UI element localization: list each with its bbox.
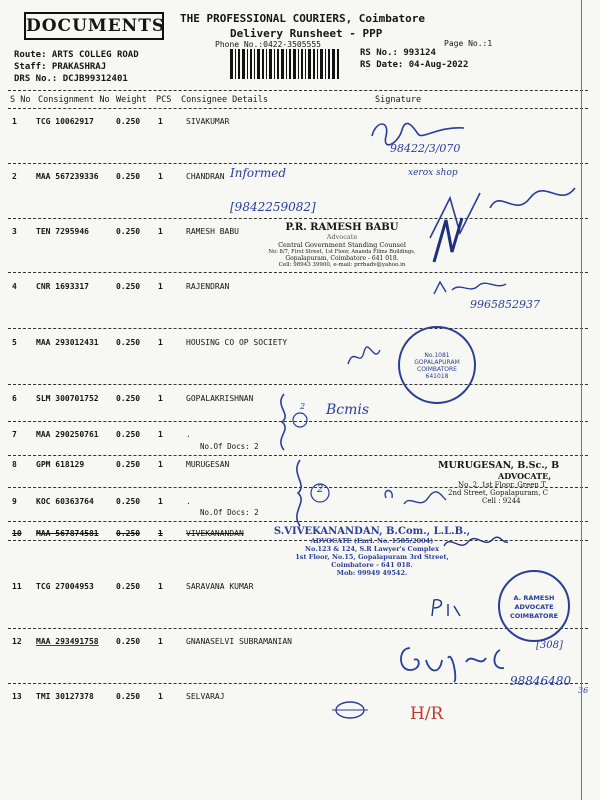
row-weight: 0.250 (116, 227, 141, 236)
advocate-stamp-ramesh-babu (252, 222, 432, 268)
row-pcs: 1 (158, 497, 163, 506)
row-consignment: TCG 27004953 (36, 582, 94, 591)
bracket-mark (270, 392, 400, 452)
stamp-line: Mob: 99949 49542. (336, 569, 408, 577)
no-of-docs: No.Of Docs: 2 (200, 508, 259, 517)
stamp-title: Advocate (326, 233, 358, 241)
drs-number: DRS No.: DCJB99312401 (14, 74, 128, 84)
stamp-line: No.123 & 124, S.R Lawyer's Complex (305, 545, 439, 553)
row-consignee: CHANDRAN (186, 172, 225, 181)
row-sno: 7 (12, 430, 17, 439)
row-sno: 3 (12, 227, 17, 236)
row-weight: 0.250 (116, 430, 141, 439)
stamp-line: Central Government Standing Counsel (278, 241, 406, 249)
society-round-stamp (398, 326, 476, 404)
row-sno: 12 (12, 637, 22, 646)
row-weight: 0.250 (116, 497, 141, 506)
divider (8, 272, 588, 273)
row-consignment: SLM 300701752 (36, 394, 99, 403)
divider (8, 455, 588, 456)
row-weight: 0.250 (116, 282, 141, 291)
row-pcs: 1 (158, 338, 163, 347)
rs-date: RS Date: 04-Aug-2022 (360, 60, 469, 70)
stamp-name: P.R. RAMESH BABU (285, 222, 399, 233)
row-sno: 5 (12, 338, 17, 347)
circle-mark-row13 (330, 698, 370, 722)
phone-number: Phone No.:0422-3505555 (215, 40, 321, 49)
row-consignee: VIVEKANANDAN (186, 529, 244, 538)
handwritten-note-row7: Bcmis (326, 402, 370, 418)
row-pcs: 1 (158, 117, 163, 126)
row-weight: 0.250 (116, 637, 141, 646)
handwritten-phone-row2: [9842259082] (230, 200, 316, 214)
row-pcs: 1 (158, 430, 163, 439)
handwritten-hr-note: H/R (410, 704, 444, 724)
bracket-mark (288, 458, 338, 528)
col-signature: Signature (375, 95, 422, 105)
handwritten-informed: Informed (230, 166, 287, 180)
documents-stamp: DOCUMENTS (24, 12, 164, 40)
col-weight: Weight (116, 95, 147, 105)
stamp-line: 1st Floor, No.15, Gopalapuram 3rd Street, (295, 553, 449, 561)
row-consignee: GOPALAKRISHNAN (186, 394, 254, 403)
row-consignee: . (186, 497, 191, 506)
stamp-line: Cell: 98943 39900, e-mail: prrbadv@yahoo.in (278, 262, 406, 268)
row-sno: 1 (12, 117, 17, 126)
circled-number: 2 (300, 402, 306, 411)
barcode (230, 49, 340, 79)
row-sno: 8 (12, 460, 17, 469)
stamp-name: S.VIVEKANANDAN, B.Com., L.L.B., (273, 526, 471, 537)
row-sno: 2 (12, 172, 17, 181)
row-sno: 9 (12, 497, 17, 506)
handwritten-box-note: [308] (536, 640, 563, 651)
row-sno: 10 (12, 529, 22, 538)
row-weight: 0.250 (116, 582, 141, 591)
stamp-name: MURUGESAN, B.Sc., B (438, 460, 560, 471)
row-consignment: GPM 618129 (36, 460, 85, 469)
row-pcs: 1 (158, 529, 163, 538)
signature-row8 (380, 484, 450, 514)
row-consignee: GNANASELVI SUBRAMANIAN (186, 637, 292, 646)
handwritten-phone-row12: 98846480 (510, 674, 572, 688)
row-consignee: . (186, 430, 191, 439)
divider (8, 163, 588, 164)
row-consignment: CNR 1693317 (36, 282, 89, 291)
row-weight: 0.250 (116, 692, 141, 701)
handwritten-shop-note: xerox shop (408, 168, 458, 178)
row-weight: 0.250 (116, 529, 141, 538)
row-consignment: TCG 10062917 (36, 117, 94, 126)
divider (8, 628, 588, 629)
row-pcs: 1 (158, 637, 163, 646)
row-consignee: RAMESH BABU (186, 227, 239, 236)
row-pcs: 1 (158, 282, 163, 291)
row-consignee: SELVARAJ (186, 692, 225, 701)
row-pcs: 1 (158, 692, 163, 701)
signature-row4 (430, 278, 510, 298)
signature-row10 (440, 532, 510, 554)
signature-row5 (344, 344, 384, 370)
row-sno: 6 (12, 394, 17, 403)
row-weight: 0.250 (116, 338, 141, 347)
row-pcs: 1 (158, 172, 163, 181)
stamp-line: No: 8/7, First Street, 1st Floor, Ananda Films Buildings, (268, 249, 416, 255)
row-sno: 4 (12, 282, 17, 291)
row-consignment: MAA 567874581 (36, 529, 99, 538)
row-weight: 0.250 (116, 460, 141, 469)
society-stamp-line: No.1081 (424, 352, 450, 359)
row-consignment: MAA 290250761 (36, 430, 99, 439)
stamp-line: Gopalapuram, Coimbatore - 641 018. (285, 255, 399, 262)
col-consignment: Consignment No (38, 95, 110, 105)
row-pcs: 1 (158, 582, 163, 591)
runsheet-title: Delivery Runsheet - PPP (230, 27, 383, 40)
row-sno: 11 (12, 582, 22, 591)
stamp-line: ADVOCATE (Enrl. No. 1585/2004) (310, 537, 434, 545)
divider (8, 328, 588, 329)
row-consignment: MAA 293491758 (36, 637, 99, 646)
page-edge (581, 0, 600, 800)
stamp-line: No. 2, 1st Floor, Green T (458, 481, 546, 489)
row-consignment: TEN 7295946 (36, 227, 89, 236)
handwritten-phone-row1: 98422/3/070 (390, 142, 461, 155)
row-consignment: TMI 30127378 (36, 692, 94, 701)
row-pcs: 1 (158, 394, 163, 403)
route: Route: ARTS COLLEG ROAD (14, 50, 139, 60)
col-consignee: Consignee Details (181, 95, 268, 105)
signature-row3 (428, 212, 468, 268)
row-weight: 0.250 (116, 117, 141, 126)
row-consignee: MURUGESAN (186, 460, 230, 469)
row-pcs: 1 (158, 460, 163, 469)
rs-number: RS No.: 993124 (360, 48, 436, 58)
row-consignment: MAA 293012431 (36, 338, 99, 347)
divider (8, 90, 588, 91)
stamp-title: ADVOCATE, (498, 471, 552, 481)
row-weight: 0.250 (116, 172, 141, 181)
society-stamp-line: GOPALAPURAM (414, 359, 460, 366)
col-pcs: PCS (156, 95, 172, 105)
row-consignment: MAA 567239336 (36, 172, 99, 181)
stamp-line: 2nd Street, Gopalapuram, C (448, 489, 548, 497)
company-name: THE PROFESSIONAL COURIERS, Coimbatore (180, 12, 426, 25)
row-weight: 0.250 (116, 394, 141, 403)
advocate-stamp-murugesan (438, 460, 580, 505)
row-consignee: SIVAKUMAR (186, 117, 230, 126)
handwritten-phone-row12-suffix: 36 (578, 686, 589, 695)
stamp-line: Coimbatore - 641 018. (331, 561, 413, 569)
page-number: Page No.:1 (444, 39, 493, 48)
divider (8, 384, 588, 385)
divider (8, 108, 588, 109)
row-consignee: SARAVANA KUMAR (186, 582, 254, 591)
row-consignee: RAJENDRAN (186, 282, 230, 291)
stamp-line: Cell : 9244 (482, 497, 521, 505)
row-sno: 13 (12, 692, 22, 701)
row-pcs: 1 (158, 227, 163, 236)
no-of-docs: No.Of Docs: 2 (200, 442, 259, 451)
col-sno: S No (10, 95, 31, 105)
society-stamp-line: 641018 (425, 373, 449, 380)
row-consignment: KOC 60363764 (36, 497, 94, 506)
row-consignee: HOUSING CO OP SOCIETY (186, 338, 288, 347)
staff: Staff: PRAKASHRAJ (14, 62, 107, 72)
circled-number: 2 (317, 484, 324, 495)
society-stamp-line: COIMBATORE (417, 366, 457, 373)
ramesh-round-stamp: A. RAMESH ADVOCATE COIMBATORE (498, 570, 570, 642)
handwritten-phone-row4: 9965852937 (470, 298, 540, 311)
signature-row11 (428, 596, 468, 618)
